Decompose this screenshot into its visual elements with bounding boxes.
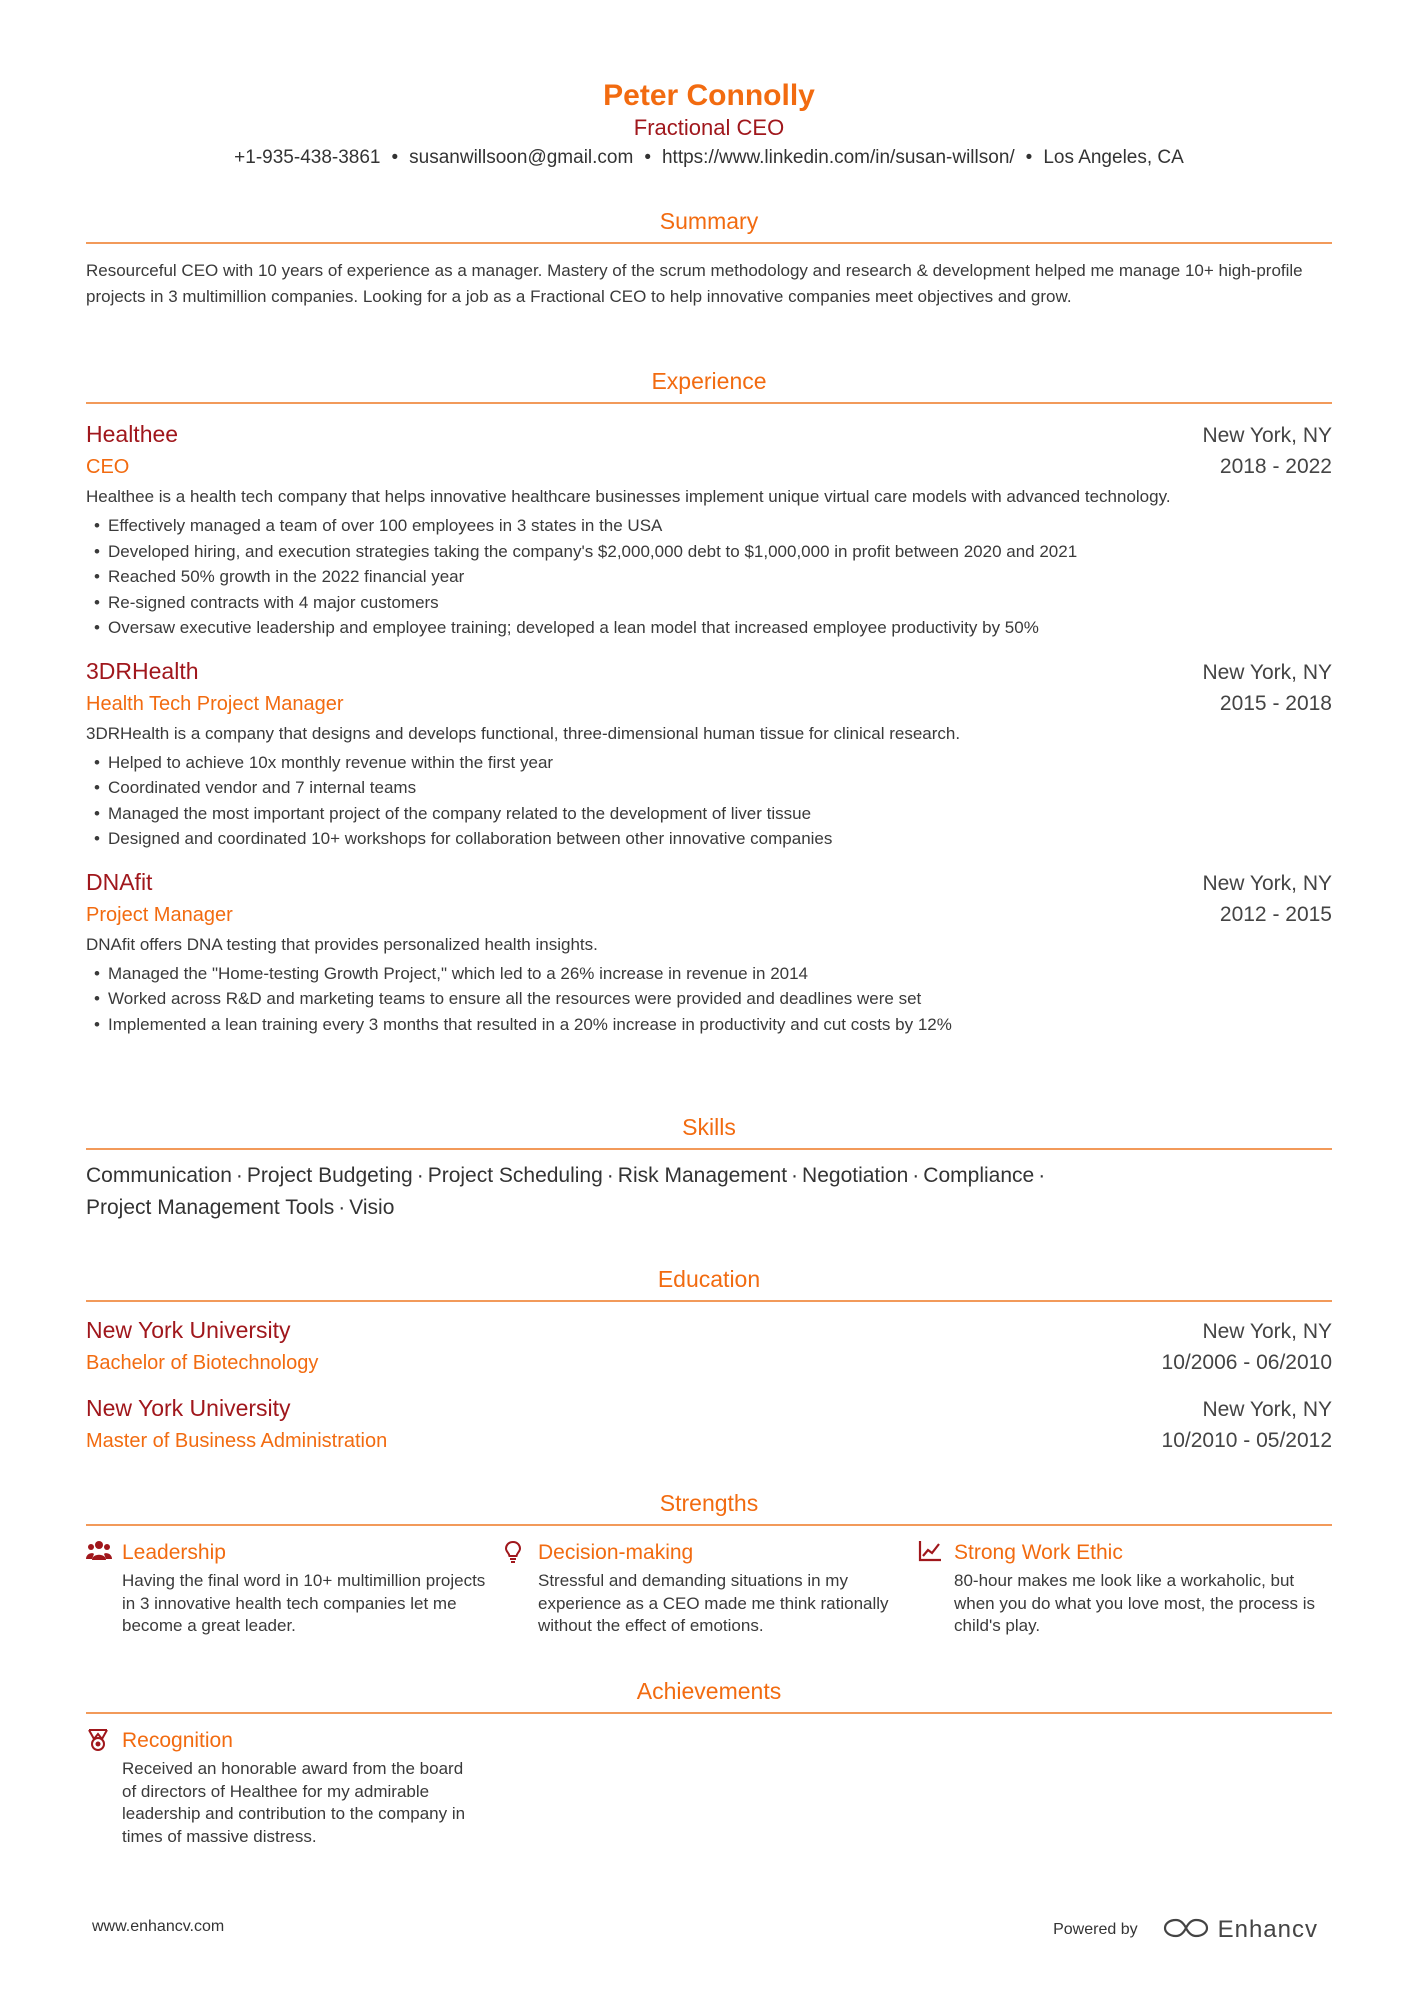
enhancv-brand[interactable]: Enhancv <box>1217 1916 1318 1943</box>
contact-separator: • <box>391 147 399 168</box>
skill-separator: · <box>1038 1164 1046 1187</box>
powered-by <box>1053 1910 1318 1950</box>
bullet-icon: • <box>94 1014 100 1034</box>
bullet-icon: • <box>94 989 100 1008</box>
education-dates: 10/2010 - 05/2012 <box>1161 1429 1332 1452</box>
education-entry <box>86 1392 1332 1456</box>
job-dates: 2015 - 2018 <box>1219 691 1332 715</box>
section-title-strengths: Strengths <box>659 1490 759 1516</box>
achievement-list <box>86 961 1332 1038</box>
job-location: New York, NY <box>1202 871 1332 895</box>
list-item: • Worked across R&D and marketing teams to ensure all the resources were provided and deadlines were set <box>86 986 1332 1012</box>
section-title-education: Education <box>657 1266 761 1292</box>
resume-page <box>86 0 1332 1943</box>
skills-list <box>86 1160 1126 1224</box>
job-dates: 2018 - 2022 <box>1219 455 1332 478</box>
achievement-list <box>86 750 1332 852</box>
company-description: DNAfit offers DNA testing that provides personalized health insights. <box>86 934 598 954</box>
job-location: New York, NY <box>1202 424 1332 447</box>
school-location: New York, NY <box>1202 1398 1332 1421</box>
company-name: 3DRHealth <box>86 657 199 684</box>
strength-description: Stressful and demanding situations in my experience as a CEO made me think rationally without the effect of emotions. <box>538 1571 889 1635</box>
company-name: Healthee <box>86 421 179 447</box>
job-entry <box>86 866 1332 1038</box>
job-entry <box>86 655 1332 852</box>
phone[interactable]: +1-935-438-3861 <box>234 147 381 168</box>
achievements-list <box>86 1726 1332 1848</box>
bullet-icon: • <box>94 516 100 535</box>
email-link[interactable]: susanwillsoon@gmail.com <box>409 147 634 168</box>
skill-tag: Project Scheduling <box>427 1164 603 1187</box>
summary-section <box>86 206 1332 310</box>
section-divider <box>86 1300 1332 1302</box>
candidate-name: Peter Connolly <box>603 79 815 112</box>
linkedin-link[interactable]: https://www.linkedin.com/in/susan-willson/ <box>661 147 1015 168</box>
lightbulb-icon <box>502 1538 538 1638</box>
bullet-icon: • <box>94 567 100 586</box>
list-item: • Re-signed contracts with 4 major customers <box>86 590 1332 616</box>
skill-separator: · <box>235 1164 243 1187</box>
degree: Master of Business Administration <box>86 1430 388 1452</box>
job-role: CEO <box>86 456 130 478</box>
list-item: • Implemented a lean training every 3 months that resulted in a 20% increase in productivity and cut costs by 12% <box>86 1012 1332 1038</box>
strength-card <box>86 1538 502 1638</box>
skill-tag: Negotiation <box>802 1164 909 1187</box>
section-divider <box>86 1524 1332 1526</box>
bullet-icon: • <box>94 752 100 772</box>
school-name: New York University <box>86 1395 291 1421</box>
section-divider <box>86 1148 1332 1150</box>
school-name: New York University <box>86 1317 291 1343</box>
section-divider <box>86 402 1332 404</box>
section-divider <box>86 242 1332 244</box>
skill-tag: Project Management Tools <box>86 1196 335 1219</box>
list-item: • Coordinated vendor and 7 internal teams <box>86 775 1332 801</box>
list-item: • Helped to achieve 10x monthly revenue within the first year <box>86 750 1332 776</box>
achievement-title: Recognition <box>122 1729 233 1752</box>
skill-separator: · <box>606 1164 614 1187</box>
section-divider <box>86 1712 1332 1714</box>
users-icon <box>86 1538 122 1638</box>
job-role: Health Tech Project Manager <box>86 692 344 715</box>
job-role: Project Manager <box>86 903 233 926</box>
page-footer <box>86 1910 1332 1950</box>
job-dates: 2012 - 2015 <box>1219 902 1332 926</box>
strength-title: Decision-making <box>538 1541 694 1564</box>
achievement-list <box>86 513 1332 641</box>
strengths-section <box>86 1488 1332 1638</box>
strength-title: Strong Work Ethic <box>954 1541 1123 1564</box>
contact-separator: • <box>1025 147 1033 168</box>
bullet-icon: • <box>94 829 100 848</box>
website-link[interactable]: www.enhancv.com <box>92 1918 225 1935</box>
school-location: New York, NY <box>1202 1320 1332 1343</box>
skill-separator: · <box>791 1164 799 1187</box>
company-description: Healthee is a health tech company that helps innovative healthcare businesses implement unique virtual care models with advanced technology. <box>86 487 1171 506</box>
skill-tag: Project Budgeting <box>246 1164 413 1187</box>
skill-separator: · <box>416 1164 424 1187</box>
skill-tag: Communication <box>86 1164 232 1187</box>
list-item: • Developed hiring, and execution strategies taking the company's $2,000,000 debt to $1,000,000 in profit between 2020 and 2021 <box>86 539 1332 565</box>
list-item: • Managed the "Home-testing Growth Project," which led to a 26% increase in revenue in 2014 <box>86 961 1332 987</box>
skill-separator: · <box>912 1164 920 1187</box>
powered-by-label: Powered by <box>1053 1921 1138 1938</box>
list-item: • Oversaw executive leadership and employee training; developed a lean model that increased employee productivity by 50% <box>86 615 1332 641</box>
list-item: • Effectively managed a team of over 100 employees in 3 states in the USA <box>86 513 1332 539</box>
section-title-achievements: Achievements <box>636 1678 782 1704</box>
achievements-section <box>86 1676 1332 1848</box>
education-section <box>86 1264 1332 1456</box>
section-title-skills: Skills <box>682 1114 736 1140</box>
achievement-card <box>86 1726 514 1848</box>
bullet-icon: • <box>94 778 100 797</box>
skill-tag: Risk Management <box>617 1164 788 1187</box>
location: Los Angeles, CA <box>1043 147 1184 168</box>
education-entry <box>86 1314 1332 1378</box>
chart-line-icon <box>918 1538 954 1638</box>
job-entry <box>86 418 1332 641</box>
bullet-icon: • <box>94 618 100 637</box>
bullet-icon: • <box>94 963 100 983</box>
company-description: 3DRHealth is a company that designs and develops functional, three-dimensional human tissue for clinical research. <box>86 723 961 743</box>
job-location: New York, NY <box>1202 660 1332 684</box>
enhancv-logo-icon <box>1162 1916 1210 1945</box>
strength-card <box>502 1538 918 1638</box>
summary-text: Resourceful CEO with 10 years of experience as a manager. Mastery of the scrum methodology and research & development helped me manage 10+ high-profile projects in 3 multimillion companies. Looking for a job as a Fractional CEO to help innovative companies meet objectives and grow. <box>86 261 1303 306</box>
section-title-experience: Experience <box>651 368 767 394</box>
bullet-icon: • <box>94 541 100 561</box>
contact-separator: • <box>644 147 651 168</box>
medal-icon <box>86 1726 122 1848</box>
education-dates: 10/2006 - 06/2010 <box>1161 1351 1332 1374</box>
strengths-list <box>86 1538 1332 1638</box>
candidate-title: Fractional CEO <box>633 115 785 140</box>
bullet-icon: • <box>94 803 100 823</box>
section-title-summary: Summary <box>659 208 759 234</box>
skills-section <box>86 1112 1332 1224</box>
degree: Bachelor of Biotechnology <box>86 1352 319 1374</box>
strength-description: Having the final word in 10+ multimillion projects in 3 innovative health tech companies let me become a great leader. <box>122 1571 486 1635</box>
experience-section <box>86 366 1332 1037</box>
strength-card <box>918 1538 1334 1638</box>
skill-tag: Visio <box>349 1196 395 1219</box>
list-item: • Managed the most important project of the company related to the development of liver tissue <box>86 801 1332 827</box>
resume-header <box>86 0 1332 172</box>
skill-separator: · <box>338 1196 346 1219</box>
bullet-icon: • <box>94 592 100 612</box>
company-name: DNAfit <box>86 868 153 895</box>
achievement-description: Received an honorable award from the board of directors of Healthee for my admirable leadership and contribution to the company in times of massive distress. <box>122 1759 466 1846</box>
list-item: • Designed and coordinated 10+ workshops for collaboration between other innovative companies <box>86 826 1332 852</box>
skill-tag: Compliance <box>923 1164 1035 1187</box>
strength-description: 80-hour makes me look like a workaholic, but when you do what you love most, the process is child's play. <box>954 1571 1315 1635</box>
strength-title: Leadership <box>122 1541 226 1564</box>
list-item: • Reached 50% growth in the 2022 financial year <box>86 564 1332 590</box>
contact-line <box>86 144 1332 172</box>
